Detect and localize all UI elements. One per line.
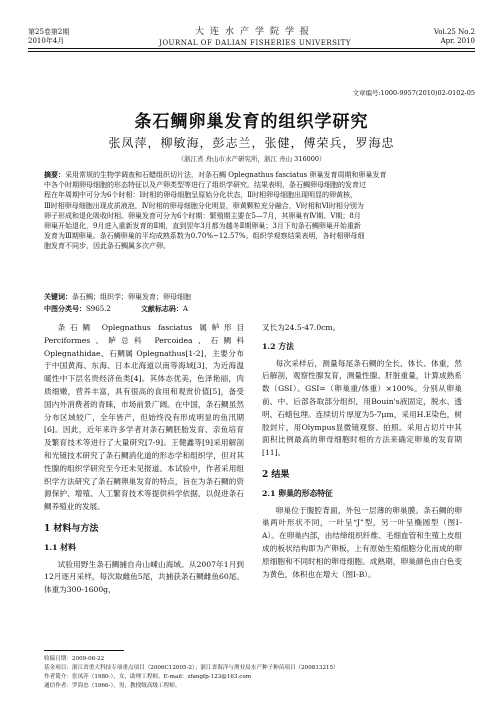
abstract-line: Ⅲ时相卵母细胞出现皮质液泡，Ⅳ时相的卵母细胞分化明显，卵黄颗粒充分融合，Ⅴ时相和Ⅵ时相分别为: [44, 201, 364, 210]
abstract-line: 卵巢开始退化，9月进入重新发育的Ⅱ期，直到翌年3月都为越冬Ⅱ期卵巢；3月下旬条石鲷卵巢开始重新: [44, 222, 361, 231]
issue-info: [28, 28, 69, 46]
classification-row: [44, 303, 191, 315]
volume-info: [434, 28, 475, 46]
footnote-received: 收稿日期：2009-06-22: [44, 656, 105, 662]
footnote-contact: 通信作者：罗海忠（1966-），男，教授级高级工程师。: [44, 683, 181, 689]
abstract-line: 程在年周期中可分为6个时相：Ⅰ时相的卵母细胞呈原始分化状态，Ⅱ时相卵母细胞出现明显的卵黄核，: [44, 191, 357, 200]
keywords: [44, 291, 191, 303]
abstract-line: 摘要：采用常规的生物学调查和石蜡组织切片法，对条石鲷 Oplegnathus fasciatus 卵巢发育周期和卵巢发育: [44, 170, 387, 179]
footnote-fund: 基金项目：浙江省重大科技专项重点项目（2006C12005-2）；浙江省海洋与渔业局水产种子种苗项目（200813215）: [44, 665, 339, 671]
footnote-author: 作者简介：张凤萍（1980-），女，助理工程师。E-mail：zfangfp-123@163.com: [44, 674, 252, 680]
journal-header: [150, 24, 360, 47]
paper-affiliation: （浙江省 舟山市水产研究所，浙江 舟山 316000）: [177, 155, 326, 163]
abstract: [44, 170, 459, 252]
header-rule-thin: [28, 51, 475, 52]
keywords-label: 关键词：: [44, 292, 72, 301]
issue-volume: 第25卷第2期: [28, 28, 70, 36]
section-heading: 2 结果: [262, 469, 290, 480]
abstract-line: 胞发育不同步，因此条石鲷属多次产卵。: [44, 242, 170, 251]
volume-number: Vol.25 No.2: [433, 28, 475, 36]
article-id: 文章编号:1000-9957(2010)02-0102-05: [352, 89, 475, 97]
intro-paragraph: 条石鲷 Oplegnathus fasciatus 属鲈形目 Perciformes、鲈总科 Percoidea、石鲷科 Oplegnathidae、石鲷属 Oplegnathus[1-2]，主要分布于中国黄海、东海、日本北海道以南等海域[3]，为近海温暖性中下层名贵经济鱼类[4]。其体态优美，色泽艳丽，肉质细嫩，营养丰富，具有很高的食用和观赏价值[5]，备受国内外消费者的青睐，市场前景广阔。在中国，条石鲷虽然分布区域较广，全年皆产，但始终没有形成明显的鱼汛期[6]。因此，近年来许多学者对条石鲷胚胎发育、亲鱼培育及繁育技术等进行了大量研究[7-9]。王健鑫等[9]采用解剖和光镜技术研究了条石鲷消化道的形态学和组织学，但对其性腺的组织学研究至今还未见报道。本试验中，作者采用组织学方法研究了条石鲷卵巢发育的特点，旨在为条石鲷的资源保护、增殖、人工繁育技术等提供科学依据，以促进条石鲷养殖业的发展。: [44, 323, 244, 512]
abstract-line: 卵子形成和退化吸收时相。卵巢发育可分为6个时期：繁殖期主要在5—7月，其卵巢有Ⅳ期、Ⅴ期；8月: [44, 211, 361, 220]
header-rule: [28, 48, 475, 49]
journal-name-cn: 大连水产学院学报: [194, 27, 315, 37]
abstract-line: 发育为Ⅲ期卵巢。条石鲷卵巢的平均成熟系数为0.70%~12.57%。组织学观察结果表明，各时相卵母细: [44, 232, 365, 241]
continued-text: 叉长为24.5-47.0cm。: [262, 323, 341, 332]
abstract-line: 中各个时期卵母细胞的形态特征以及产卵类型等进行了组织学研究。结果表明，条石鲷卵母细胞的发育过: [44, 181, 366, 190]
journal-name-en: JOURNAL OF DALIAN FISHERIES UNIVERSITY: [159, 39, 351, 47]
left-column: [44, 322, 244, 597]
footnote-rule: [44, 650, 124, 651]
result-paragraph: 卵巢位于腹腔背面，外包一层薄的卵巢膜。条石鲷的卵巢两叶形状不同，一叶呈“J”型，另一叶呈椭圆型（图Ⅰ-A）。在卵巢内部，由结缔组织纤维、毛细血管和生殖上皮组成的板状结构即为产卵板，上有原始生殖细胞分化而成的卵原细胞和不同时相的卵母细胞。成熟期，卵巢颜色由白色变为黄色，体积也在增大（图Ⅰ-B）。: [262, 505, 462, 579]
clc: 中图分类号：S965.2: [44, 304, 111, 313]
section-heading: 1 材料与方法: [44, 523, 99, 534]
volume-date: Apr. 2010: [440, 37, 475, 45]
subsection-heading: 2.1 卵巢的形态特征: [262, 488, 333, 498]
subsection-heading: 1.2 方法: [262, 341, 294, 351]
paper-authors: 张凤萍，柳敏海，彭志兰，张健，傅荣兵，罗海忠: [108, 136, 395, 150]
footnotes: [44, 655, 463, 691]
material-paragraph: 试验用野生条石鲷捕自舟山嵊山海域。从2007年1月到12月逐月采样，每次取雌鱼5尾，共捕获条石鲷雌鱼60尾。体重为300-1600g，: [44, 559, 244, 595]
paper-title: 条石鲷卵巢发育的组织学研究: [134, 112, 369, 132]
abstract-label: 摘要：: [44, 170, 65, 179]
subsection-heading: 1.1 材料: [44, 542, 76, 552]
keywords-value: 条石鲷；组织学；卵巢发育；卵母细胞: [72, 293, 191, 301]
right-column: [262, 322, 462, 581]
method-paragraph: 每次采样后，测量每尾条石鲷的全长、体长、体重，然后解剖，观察性腺发育，测量性腺、肝脏重量，计算成熟系数（GSI）。GSI=（卵巢重/体重）×100%。分别从卵巢前、中、后部各取部分组织，用Bouin's液固定，脱水、透明、石蜡包埋。连续切片厚度为5-7μm，采用H.E染色，树胶封片，用Olympus显微镜观察、拍照。采用占切片中其面积比例最高的卵母细胞时相的方法来确定卵巢的发育期[11]。: [262, 358, 462, 458]
abstract-meta: [44, 291, 191, 315]
document-code: 文献标志码：A: [140, 304, 188, 313]
issue-date: 2010年4月: [28, 37, 65, 45]
